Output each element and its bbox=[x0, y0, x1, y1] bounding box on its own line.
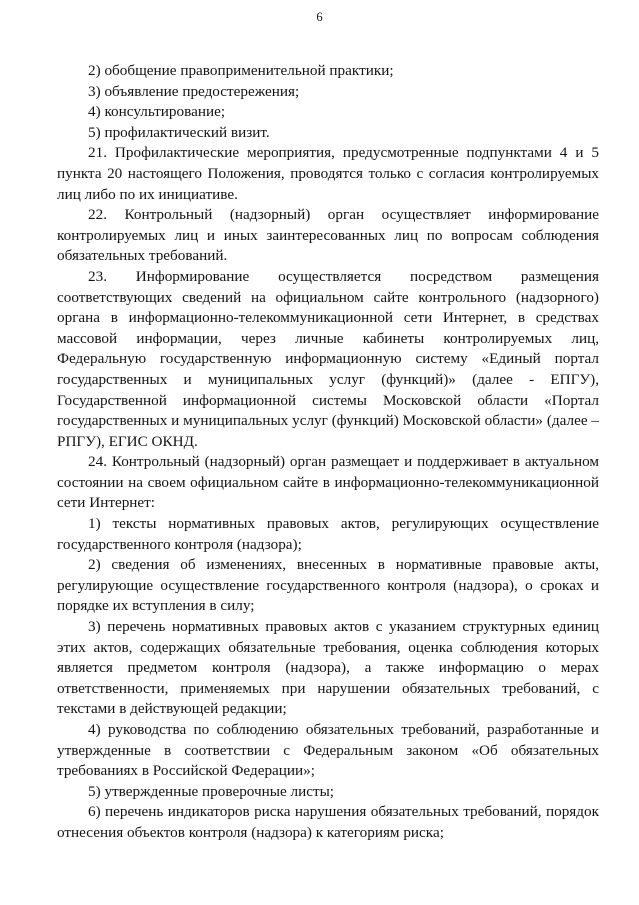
item-24-2: 2) сведения об изменениях, внесенных в нормативные правовые акты, регулирующие осуществление государственного контроля (надзора), о сроках и порядке их вступления в силу; bbox=[57, 556, 599, 615]
paragraph-24: 24. Контрольный (надзорный) орган размещает и поддерживает в актуальном состоянии на своем официальном сайте в информационно-телекоммуникационной сети Интернет: bbox=[57, 453, 599, 512]
page-number: 6 bbox=[316, 10, 323, 24]
paragraph-23: 23. Информирование осуществляется посредством размещения соответствующих сведений на официальном сайте контрольного (надзорного) органа в информационно-телекоммуникационной сети Интернет, в средствах массовой информации, через личные кабинеты контролируемых лиц, Федеральную государственную информационную систему «Единый портал государственных и муниципальных услуг (функций)» (далее - ЕПГУ), Государственной информационной системы Московской области «Портал государственных и муниципальных услуг (функций) Московской области» (далее – РПГУ), ЕГИС ОКНД. bbox=[57, 267, 599, 450]
document-body bbox=[57, 61, 599, 844]
item-24-5: 5) утвержденные проверочные листы; bbox=[88, 782, 335, 800]
paragraph-22: 22. Контрольный (надзорный) орган осуществляет информирование контролируемых лиц и иных заинтересованных лиц по вопросам соблюдения обязательных требований. bbox=[57, 206, 599, 265]
list-item-4: 4) консультирование; bbox=[88, 103, 226, 121]
item-24-6: 6) перечень индикаторов риска нарушения обязательных требований, порядок отнесения объектов контроля (надзора) к категориям риска; bbox=[57, 803, 599, 841]
list-item-5: 5) профилактический визит. bbox=[88, 123, 270, 141]
item-24-1: 1) тексты нормативных правовых актов, регулирующих осуществление государственного контроля (надзора); bbox=[57, 515, 599, 553]
paragraph-21: 21. Профилактические мероприятия, предусмотренные подпунктами 4 и 5 пункта 20 настоящего Положения, проводятся только с согласия контролируемых лиц либо по их инициативе. bbox=[57, 144, 599, 203]
list-item-3: 3) объявление предостережения; bbox=[88, 82, 300, 100]
item-24-4: 4) руководства по соблюдению обязательных требований, разработанные и утвержденные в соответствии с Федеральным законом «Об обязательных требованиях в Российской Федерации»; bbox=[57, 721, 599, 780]
list-item-2: 2) обобщение правоприменительной практики; bbox=[88, 62, 394, 79]
item-24-3: 3) перечень нормативных правовых актов с указанием структурных единиц этих актов, содержащих обязательные требования, оценка соблюдения которых является предметом контроля (надзора), а также информацию о мерах ответственности, применяемых при нарушении обязательных требований, с текстами в действующей редакции; bbox=[57, 618, 599, 718]
